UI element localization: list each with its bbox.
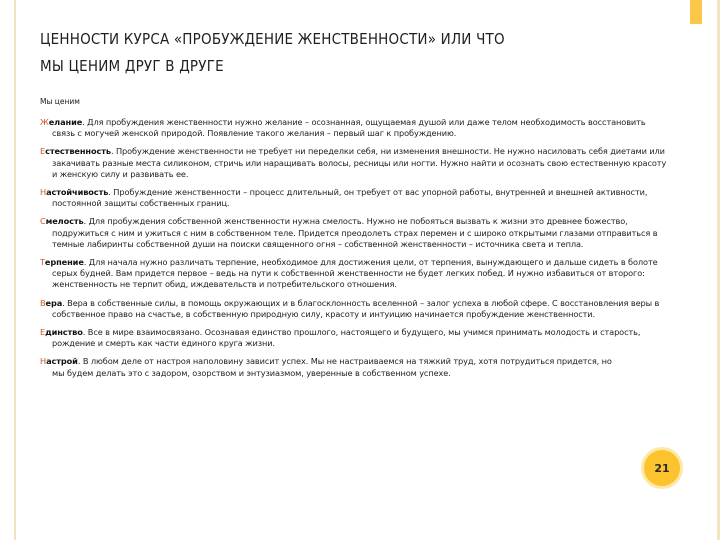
value-term-initial: С: [40, 216, 46, 227]
left-edge-decoration: [14, 0, 16, 540]
value-term-initial: Ж: [40, 117, 49, 127]
value-text: . Вера в собственные силы, в помощь окружающих и в благосклонность вселенной – залог успеха в любой сфере. С восстановления веры в собственное право на счастье, в собственную природную силу, красоту и интуицию начинается пробуждение женственности.: [52, 297, 660, 319]
value-text: . Пробуждение женственности не требует ни переделки себя, ни изменения внешности. Не нужно насиловать себя диетами или закачивать разные места силиконом, стричь или наращивать волосы, ресницы или ногти. Нужно найти и осознать свою естественную красоту и женскую силу и развивать ее.: [52, 146, 667, 179]
slide-title-line-1: ЦЕННОСТИ КУРСА «ПРОБУЖДЕНИЕ ЖЕНСТВЕННОСТИ» ИЛИ ЧТО: [40, 30, 505, 48]
value-term: [40, 117, 82, 127]
value-term-rest: ерпение: [44, 257, 84, 268]
value-paragraph-faith: [40, 298, 670, 320]
value-text: . Для пробуждения женственности нужно желание – осознанная, ощущаемая душой или даже телом необходимость восстановить связь с могучей женской природой. Появление такого желания – первый шаг к пробуждению.: [52, 117, 646, 139]
value-term-rest: ера: [45, 297, 63, 308]
value-term-rest: астойчивость: [46, 187, 109, 198]
value-term-rest: мелость: [45, 216, 84, 227]
value-paragraph-courage: [40, 216, 670, 250]
value-term-rest: астрой: [46, 356, 78, 367]
value-term: [40, 187, 108, 197]
value-paragraph-naturalness: [40, 146, 670, 180]
values-list: [40, 117, 670, 386]
value-term: [40, 146, 111, 156]
value-term: [40, 216, 84, 226]
value-paragraph-persistence: [40, 187, 670, 209]
value-term-initial: Т: [40, 257, 45, 268]
value-term-rest: елание: [48, 117, 83, 127]
value-text: . Для начала нужно различать терпение, необходимое для достижения цели, от терпения, вынуждающего и дальше сидеть в болоте серых будней. Вам придется первое – ведь на пути к собственной женственности не будет легких побед. И нужно избавиться от второго: женственность не терпит обид, иждевательств и потребительского отношения.: [52, 257, 658, 290]
value-term-initial: В: [40, 297, 46, 308]
value-text: . В любом деле от настроя наполовину зависит успех. Мы не настраиваемся на тяжкий труд, хотя потрудиться придется, но мы будем делать это с задором, озорством и энтузиазмом, уверенные в собственном успехе.: [52, 356, 612, 378]
value-term-initial: Н: [40, 187, 47, 198]
slide-subtitle: Мы ценим: [40, 97, 80, 106]
slide-title-line-2: МЫ ЦЕНИМ ДРУГ В ДРУГЕ: [40, 57, 224, 75]
value-term: [40, 298, 62, 308]
value-term: [40, 257, 84, 267]
value-term-initial: Е: [40, 146, 46, 157]
value-paragraph-patience: [40, 257, 670, 291]
page-number-badge: 21: [641, 447, 683, 489]
value-term-initial: Н: [40, 356, 47, 367]
value-text: . Все в мире взаимосвязано. Осознавая единство прошлого, настоящего и будущего, мы учимся принимать молодость и старость, рождение и смерть как части единого круга жизни.: [52, 327, 641, 349]
value-term: [40, 356, 78, 366]
value-term-initial: Е: [40, 327, 46, 338]
value-term: [40, 327, 83, 337]
value-text: . Для пробуждения собственной женственности нужна смелость. Нужно не побояться вызвать к жизни это древнее божество, подружиться с ним и ужиться с ним в собственном теле. Придется преодолеть страх перемен и с широко открытыми глазами отправиться в темные лабиринты собственной души на поиски священного огня – собственной женственности – источника света и тепла.: [52, 216, 658, 249]
slide-title: [40, 26, 640, 80]
value-term-rest: динство: [45, 327, 83, 338]
value-paragraph-desire: [40, 117, 670, 139]
value-paragraph-unity: [40, 327, 670, 349]
top-corner-decoration: [690, 0, 702, 24]
value-paragraph-attitude: [40, 356, 670, 378]
value-term-rest: стественность: [45, 146, 111, 157]
value-text: . Пробуждение женственности – процесс длительный, он требует от вас упорной работы, внутренней и внешней активности, постоянной защиты собственных границ.: [52, 187, 648, 209]
